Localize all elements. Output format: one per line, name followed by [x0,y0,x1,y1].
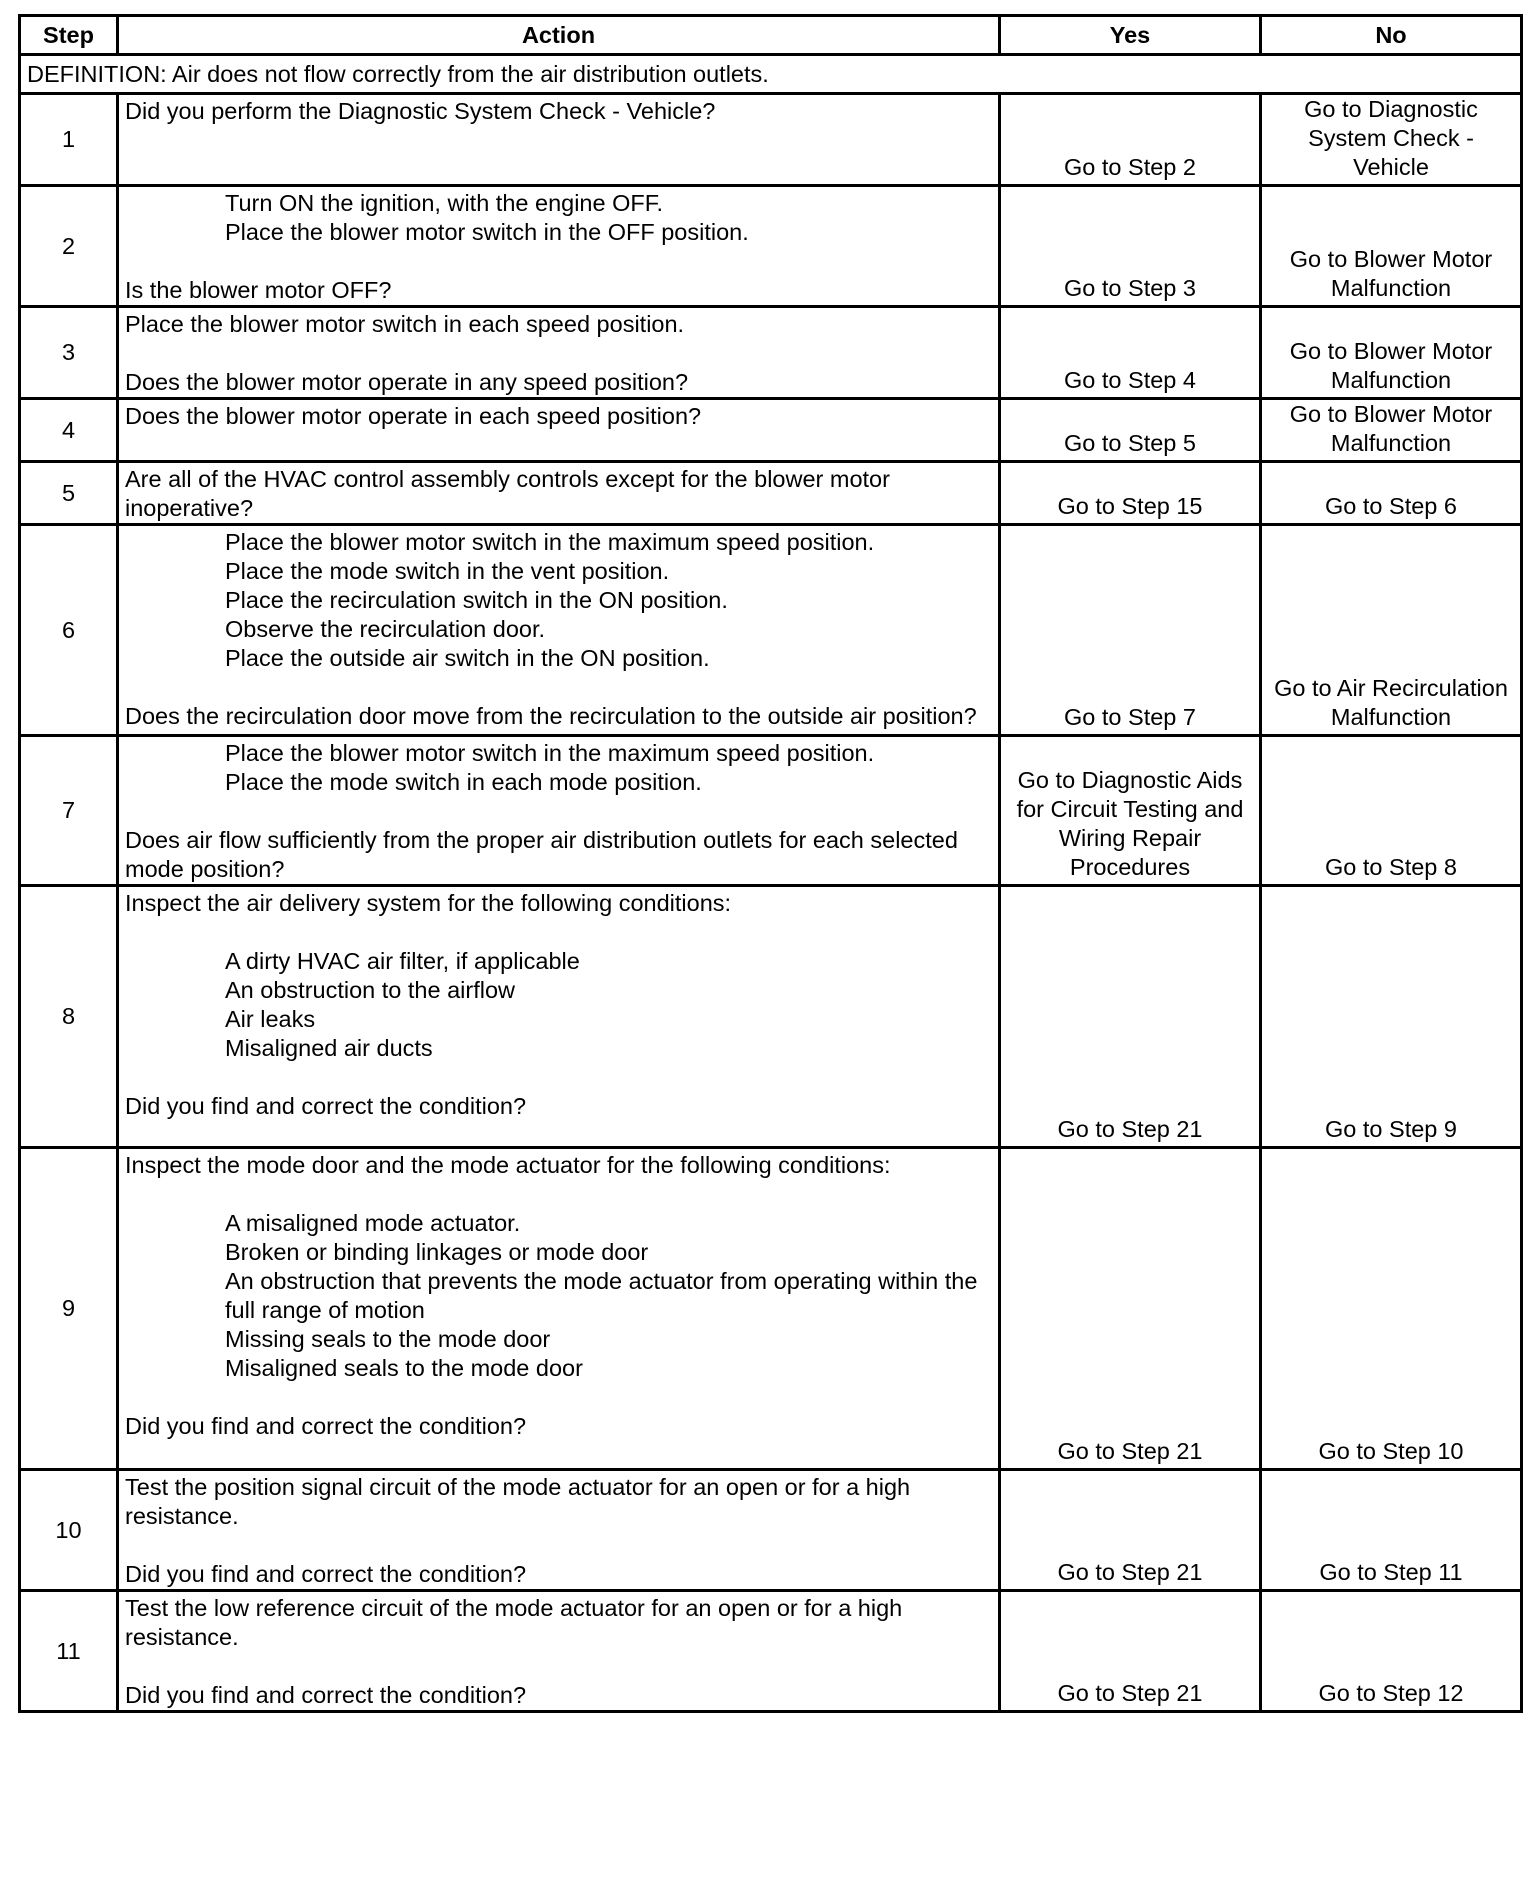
step-number: 5 [20,462,118,525]
action-question: Did you find and correct the condition? [125,1093,527,1119]
no-cell: Go to Blower Motor Malfunction [1261,307,1522,399]
action-cell [118,1148,1000,1470]
table-row [20,736,1522,886]
action-cell [118,186,1000,307]
step-number: 7 [20,736,118,886]
header-row [20,16,1522,55]
action-cell [118,399,1000,462]
action-item: Place the mode switch in each mode position. [225,769,702,795]
action-cell [118,736,1000,886]
yes-cell: Go to Step 15 [1000,462,1261,525]
action-cell [118,1470,1000,1591]
no-cell: Go to Step 9 [1261,886,1522,1148]
action-intro: Test the low reference circuit of the mode actuator for an open or for a high resistance. [125,1595,903,1650]
action-intro: Test the position signal circuit of the mode actuator for an open or for a high resistance. [125,1474,911,1529]
action-question: Did you find and correct the condition? [125,1561,527,1587]
action-cell [118,886,1000,1148]
action-item: Observe the recirculation door. [225,616,546,642]
step-number: 8 [20,886,118,1148]
no-cell: Go to Step 8 [1261,736,1522,886]
step-number: 9 [20,1148,118,1470]
action-item: An obstruction that prevents the mode actuator from operating within the full range of motion [225,1268,978,1323]
action-item: Air leaks [225,1006,316,1032]
table-row [20,399,1522,462]
diagnostic-table [18,14,1523,1713]
no-cell: Go to Air Recirculation Malfunction [1261,525,1522,736]
no-cell: Go to Diagnostic System Check - Vehicle [1261,94,1522,186]
yes-cell: Go to Diagnostic Aids for Circuit Testing and Wiring Repair Procedures [1000,736,1261,886]
action-item: Place the outside air switch in the ON position. [225,645,710,671]
action-item: A dirty HVAC air filter, if applicable [225,948,580,974]
action-item: Turn ON the ignition, with the engine OFF. [225,190,664,216]
yes-cell: Go to Step 21 [1000,1148,1261,1470]
action-item: Missing seals to the mode door [225,1326,551,1352]
action-item: Place the mode switch in the vent position. [225,558,670,584]
yes-cell: Go to Step 21 [1000,886,1261,1148]
action-item: Misaligned seals to the mode door [225,1355,583,1381]
action-question: Does the recirculation door move from the recirculation to the outside air position? [125,703,977,729]
action-item: Broken or binding linkages or mode door [225,1239,649,1265]
step-number: 1 [20,94,118,186]
header-no: No [1261,16,1522,55]
no-cell: Go to Step 6 [1261,462,1522,525]
table-row [20,186,1522,307]
table-row [20,525,1522,736]
action-question: Did you find and correct the condition? [125,1682,527,1708]
definition-row [20,55,1522,94]
no-cell: Go to Step 10 [1261,1148,1522,1470]
yes-cell: Go to Step 21 [1000,1591,1261,1712]
action-cell [118,1591,1000,1712]
action-item: Place the recirculation switch in the ON position. [225,587,728,613]
action-question: Did you find and correct the condition? [125,1413,527,1439]
no-cell: Go to Step 12 [1261,1591,1522,1712]
step-number: 2 [20,186,118,307]
action-intro: Did you perform the Diagnostic System Check - Vehicle? [125,98,716,124]
step-number: 6 [20,525,118,736]
table-row [20,1148,1522,1470]
action-intro: Inspect the mode door and the mode actuator for the following conditions: [125,1152,891,1178]
step-number: 4 [20,399,118,462]
action-cell [118,462,1000,525]
yes-cell: Go to Step 21 [1000,1470,1261,1591]
yes-cell: Go to Step 3 [1000,186,1261,307]
yes-cell: Go to Step 2 [1000,94,1261,186]
table-row [20,462,1522,525]
action-question: Is the blower motor OFF? [125,277,392,303]
table-row [20,307,1522,399]
action-item: Place the blower motor switch in the maximum speed position. [225,740,875,766]
table-row [20,886,1522,1148]
step-number: 10 [20,1470,118,1591]
action-item: An obstruction to the airflow [225,977,515,1003]
action-item: A misaligned mode actuator. [225,1210,521,1236]
action-question: Does the blower motor operate in any speed position? [125,369,689,395]
no-cell: Go to Blower Motor Malfunction [1261,186,1522,307]
table-row [20,94,1522,186]
table-row [20,1591,1522,1712]
action-cell [118,94,1000,186]
action-cell [118,525,1000,736]
action-item: Place the blower motor switch in the OFF position. [225,219,749,245]
table-row [20,1470,1522,1591]
action-intro: Does the blower motor operate in each speed position? [125,403,702,429]
step-number: 11 [20,1591,118,1712]
header-action: Action [118,16,1000,55]
definition-text: DEFINITION: Air does not flow correctly from the air distribution outlets. [20,55,1522,94]
no-cell: Go to Blower Motor Malfunction [1261,399,1522,462]
action-intro: Place the blower motor switch in each speed position. [125,311,685,337]
action-cell [118,307,1000,399]
yes-cell: Go to Step 5 [1000,399,1261,462]
action-item: Misaligned air ducts [225,1035,433,1061]
action-item: Place the blower motor switch in the maximum speed position. [225,529,875,555]
step-number: 3 [20,307,118,399]
action-intro: Inspect the air delivery system for the following conditions: [125,890,732,916]
action-question: Does air flow sufficiently from the proper air distribution outlets for each selected mode position? [125,827,958,882]
yes-cell: Go to Step 4 [1000,307,1261,399]
no-cell: Go to Step 11 [1261,1470,1522,1591]
header-yes: Yes [1000,16,1261,55]
yes-cell: Go to Step 7 [1000,525,1261,736]
header-step: Step [20,16,118,55]
action-intro: Are all of the HVAC control assembly controls except for the blower motor inoperative? [125,466,890,521]
